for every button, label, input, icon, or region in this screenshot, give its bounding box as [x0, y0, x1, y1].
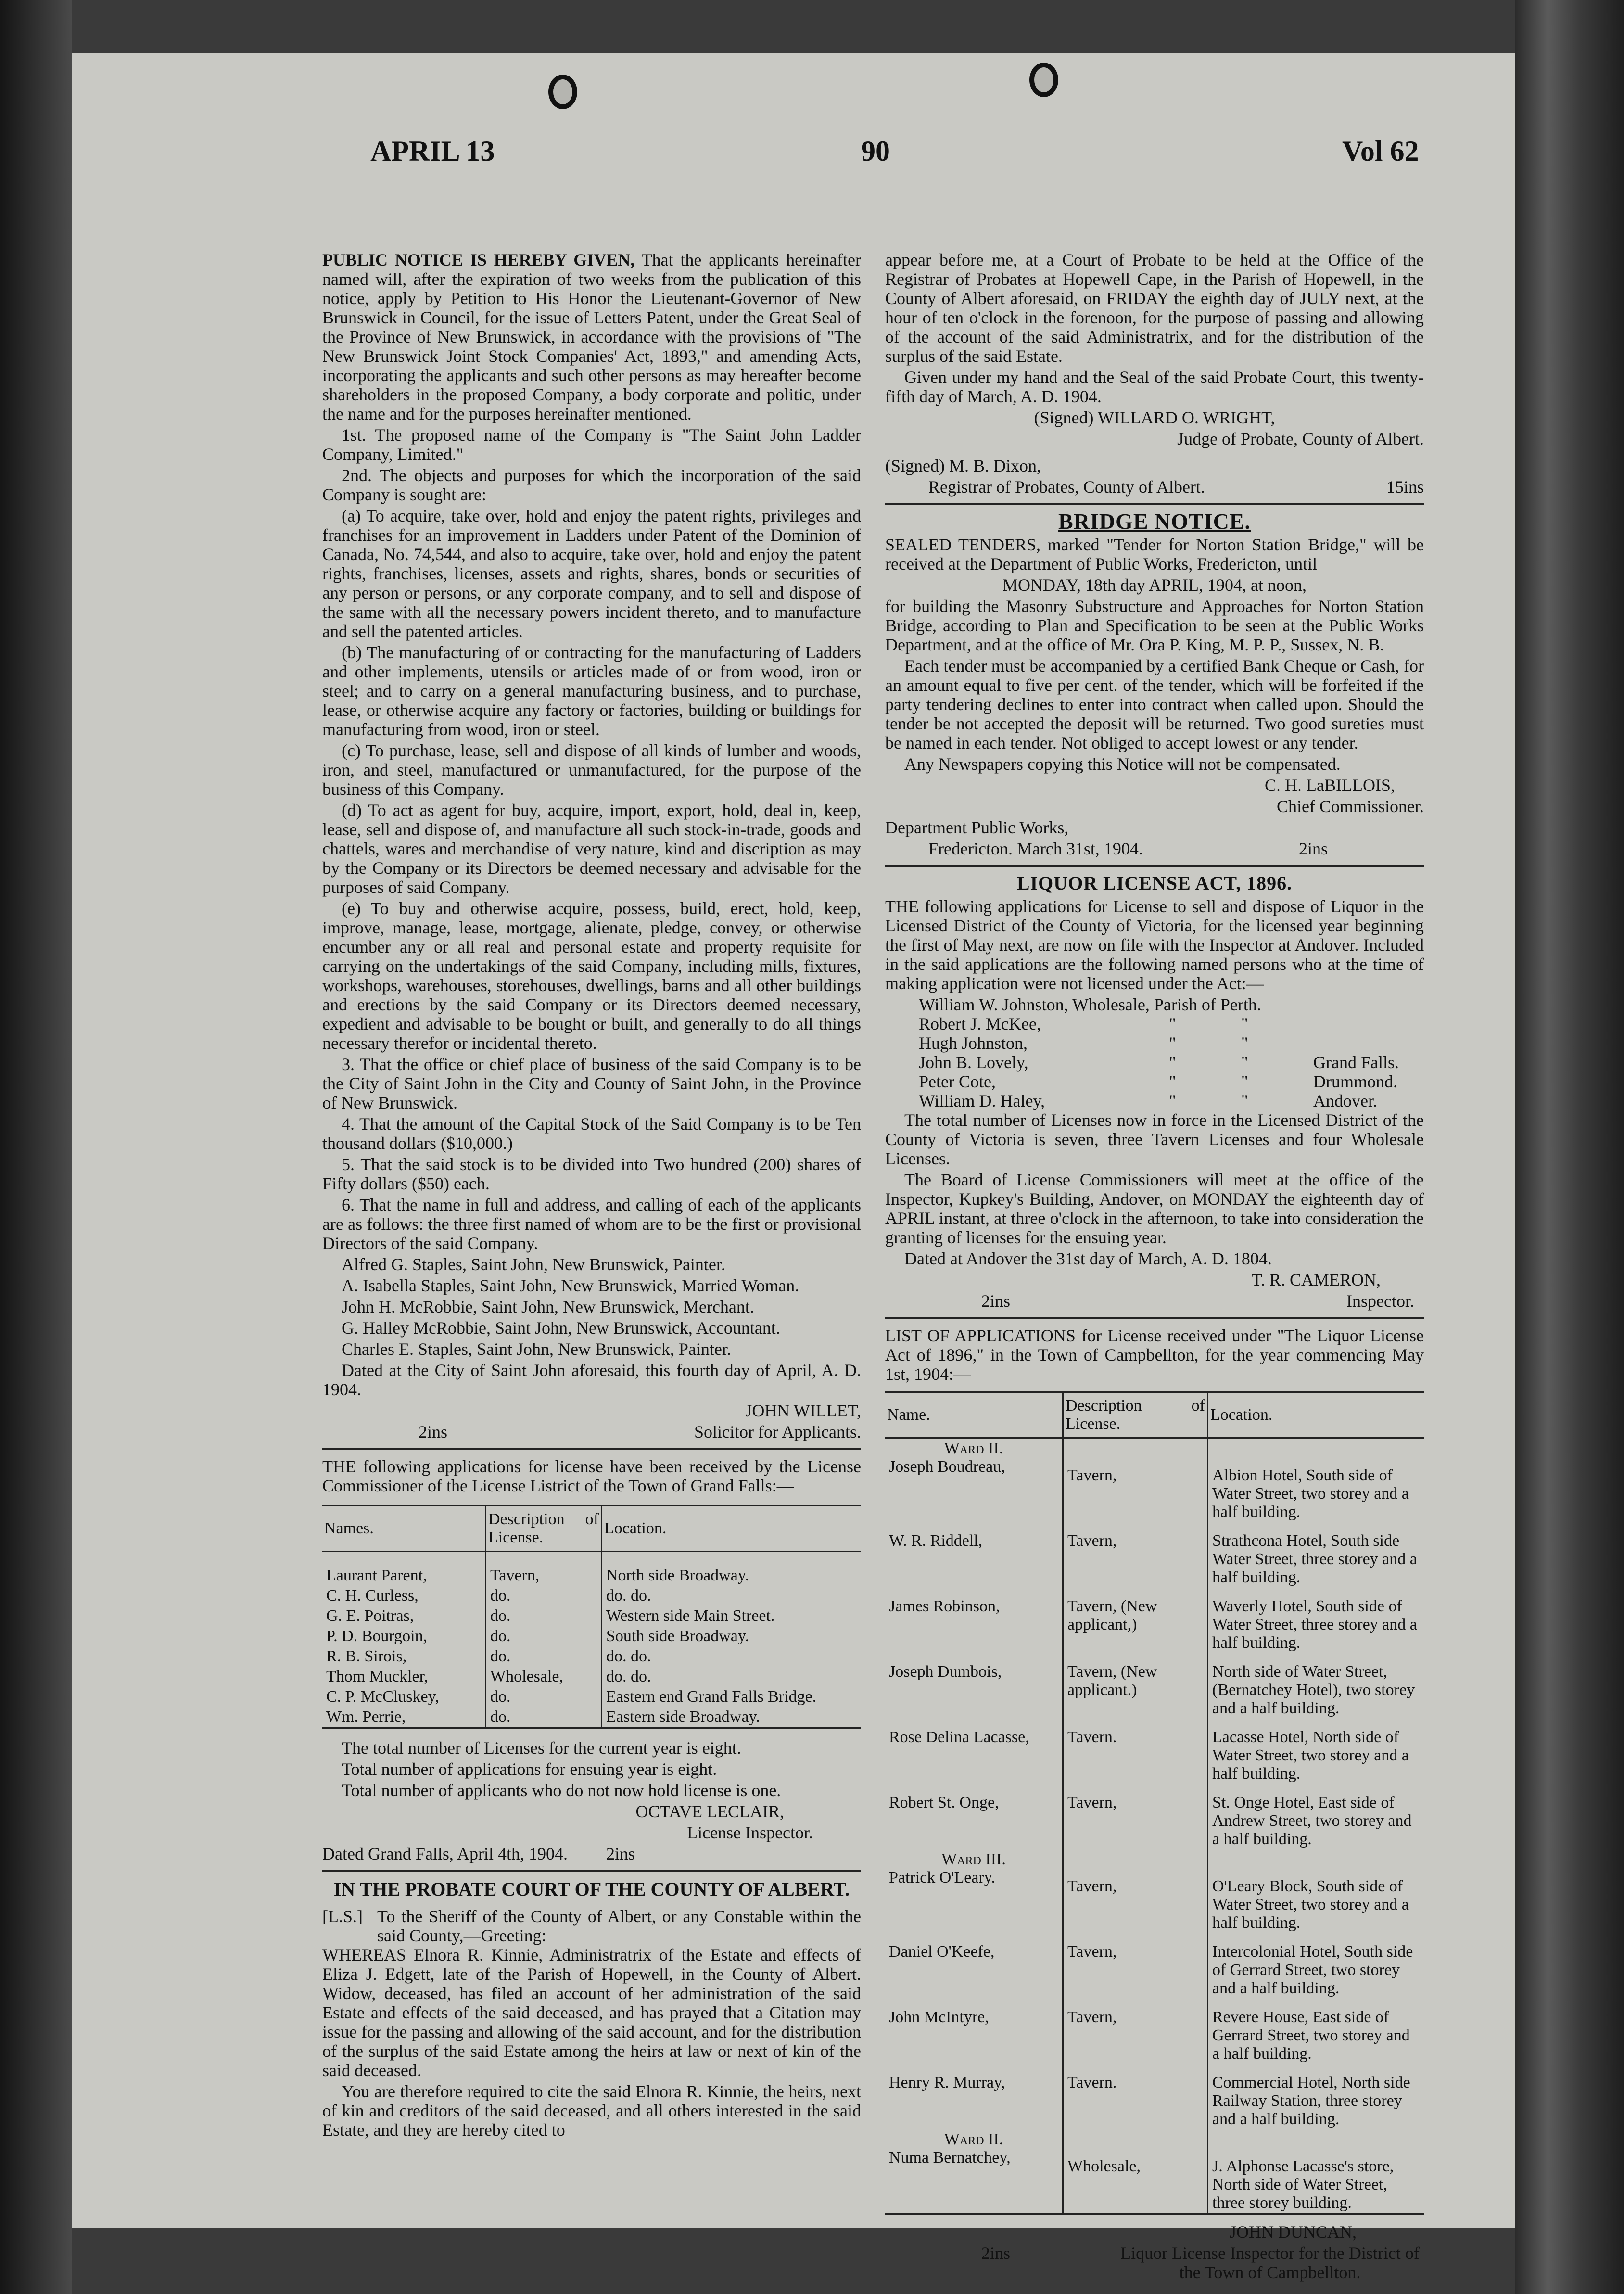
- applicant-name: Patrick O'Leary.: [889, 1869, 996, 1886]
- table-row: [885, 1719, 1424, 1784]
- table-row: [885, 2129, 1424, 2214]
- table-row: Thom Muckler, Wholesale, do. do.: [322, 1667, 861, 1687]
- applicant: G. Halley McRobbie, Saint John, New Brunswick, Accountant.: [342, 1318, 780, 1338]
- license-location: North side of Water Street, (Bernatchey Hotel), two storey and a half building.: [1208, 1653, 1424, 1719]
- grandfalls-dated-line: [322, 1844, 861, 1863]
- insertions-note: 2ins: [981, 2243, 1011, 2263]
- col-header: Name.: [885, 1392, 1063, 1438]
- probate-given: Given under my hand and the Seal of the said Probate Court, this twenty-fifth day of March, A. D. 1904.: [885, 368, 1424, 406]
- table-row: [885, 1588, 1424, 1653]
- insertions-note: 2ins: [419, 1422, 448, 1441]
- book-spine: [1515, 0, 1624, 2294]
- table-row: C. H. Curless, do. do. do.: [322, 1586, 861, 1606]
- list-item: William W. Johnston, Wholesale, Parish of Perth.: [919, 995, 1261, 1014]
- company-name-clause: 1st. The proposed name of the Company is "The Saint John Ladder Company, Limited.": [322, 425, 861, 464]
- applicant-name: Henry R. Murray,: [889, 2074, 1005, 2091]
- liquor-p3: The Board of License Commissioners will meet at the office of the Inspector, Kupkey's Building, Andover, on MONDAY the eighteenth day of APRIL instant, at three o'clock in the afternoon, to take into consideration the granting of licenses for the ensuing year.: [885, 1170, 1424, 1247]
- license-description: Tavern.: [1063, 1719, 1208, 1784]
- company-dated: Dated at the City of Saint John aforesaid, this fourth day of April, A. D. 1904.: [322, 1361, 861, 1399]
- ward-label: Ward II.: [944, 2130, 1003, 2148]
- license-location: J. Alphonse Lacasse's store, North side of Water Street, three storey building.: [1208, 2129, 1424, 2214]
- probate-required: You are therefore required to cite the said Elnora R. Kinnie, the heirs, next of kin and creditors of the said deceased, and all others interested in the said Estate, and they are hereby cited to: [322, 2082, 861, 2140]
- grandfalls-signer: OCTAVE LECLAIR,: [635, 1802, 784, 1821]
- liquor-p2: The total number of Licenses now in force in the Licensed District of the County of Victoria is seven, three Tavern Licenses and four Wholesale Licenses.: [885, 1110, 1424, 1168]
- campbellton-intro: LIST OF APPLICATIONS for License received under "The Liquor License Act of 1896," in the Town of Campbellton, for the year commencing May 1st, 1904:—: [885, 1326, 1424, 1384]
- capital-clause: 4. That the amount of the Capital Stock of the Said Company is to be Ten thousand dollars ($10,000.): [322, 1114, 861, 1153]
- divider: [322, 1448, 861, 1450]
- insertions-note: 15ins: [1386, 477, 1424, 497]
- table-row: G. E. Poitras, do. Western side Main Street.: [322, 1606, 861, 1626]
- col-header: Location.: [602, 1506, 862, 1552]
- bridge-notice-title: BRIDGE NOTICE.: [1058, 509, 1251, 534]
- registrar-line: [885, 477, 1424, 497]
- office-clause: 3. That the office or chief place of business of the said Company is to be the City of Saint John in the City and County of Saint John, in the Province of New Brunswick.: [322, 1055, 861, 1112]
- applicant-name: John McIntyre,: [889, 2008, 989, 2026]
- applicant-name: Joseph Boudreau,: [889, 1458, 1005, 1476]
- license-location: Intercolonial Hotel, South side of Gerrard Street, two storey and a half building.: [1208, 1933, 1424, 1999]
- applicant-name: Joseph Dumbois,: [889, 1663, 1002, 1681]
- probate-to: To the Sheriff of the County of Albert, or any Constable within the said County,—Greeting:: [377, 1907, 861, 1945]
- license-description: Tavern.: [1063, 2064, 1208, 2129]
- grandfalls-signer-title: License Inspector.: [687, 1823, 813, 1842]
- grandfalls-dated: Dated Grand Falls, April 4th, 1904.: [322, 1844, 568, 1863]
- seal-mark: [L.S.]: [322, 1907, 363, 1926]
- license-description: Tavern,: [1063, 1999, 1208, 2064]
- book-left-edge: [0, 0, 72, 2294]
- license-description: Tavern,: [1063, 1522, 1208, 1588]
- col-header: Description of License.: [1063, 1392, 1208, 1438]
- probate-title: IN THE PROBATE COURT OF THE COUNTY OF ALBERT.: [333, 1878, 850, 1900]
- liquor-signer: T. R. CAMERON,: [1251, 1270, 1381, 1289]
- object-b: (b) The manufacturing of or contracting for the manufacturing of Ladders and other implements, utensils or articles made of or from wood, iron or steel; and to carry on a general manufacturing business, and to purchase, lease, or otherwise acquire any factory or factories, building or buildings for manufacturing from wood, iron or steel.: [322, 643, 861, 739]
- list-item: Hugh Johnston,: [919, 1033, 1028, 1053]
- list-item: William D. Haley,: [919, 1091, 1045, 1110]
- campbellton-signer-line: [885, 2243, 1424, 2282]
- license-description: Tavern,: [1063, 1784, 1208, 1849]
- license-location: Waverly Hotel, South side of Water Street, three storey and a half building.: [1208, 1588, 1424, 1653]
- left-column: [322, 250, 861, 2141]
- object-d: (d) To act as agent for buy, acquire, import, export, hold, deal in, keep, lease, sell and dispose of, and manufacture all such stock-in-trade, goods and chattels, wares and merchandise of very nature, kind and discription as may by the Company or its Directors be deemed necessary and advisable for the purposes of said Company.: [322, 801, 861, 897]
- applicant-name: Rose Delina Lacasse,: [889, 1728, 1029, 1746]
- table-row: [885, 1438, 1424, 1523]
- table-row: [885, 1849, 1424, 1933]
- col-header: Names.: [322, 1506, 486, 1552]
- license-location: Strathcona Hotel, South side Water Street, three storey and a half building.: [1208, 1522, 1424, 1588]
- bridge-p2: for building the Masonry Substructure and Approaches for Norton Station Bridge, according to Plan and Specification to be seen at the Public Works Department, and at the office of Mr. Ora P. King, M. P. P., Sussex, N. B.: [885, 597, 1424, 654]
- bridge-date: MONDAY, 18th day APRIL, 1904, at noon,: [1002, 575, 1307, 595]
- bridge-place: Fredericton. March 31st, 1904.: [928, 839, 1143, 858]
- probate-address: [322, 1907, 861, 1945]
- object-e: (e) To buy and otherwise acquire, possess, build, erect, hold, keep, improve, manage, lease, mortgage, alienate, pledge, convey, or otherwise encumber any or all real and personal estate and property requisite for carrying on the undertakings of the said Company, including mills, fixtures, workshops, warehouses, storehouses, dwellings, barns and all other buildings and erections by the said Company or its Directors deemed necessary, expedient and advisable to be bought or built, and generally to do all things necessary therefor or incidental thereto.: [322, 899, 861, 1053]
- page-date: APRIL 13: [370, 135, 495, 167]
- divider: [885, 865, 1424, 867]
- license-location: St. Onge Hotel, East side of Andrew Street, two storey and a half building.: [1208, 1784, 1424, 1849]
- table-row: Laurant Parent, Tavern, North side Broadway.: [322, 1552, 861, 1586]
- ward-label: Ward II.: [944, 1440, 1003, 1457]
- col-header: Description of License.: [486, 1506, 602, 1552]
- registrar-title: Registrar of Probates, County of Albert.: [928, 477, 1205, 497]
- license-description: Tavern, (New applicant.): [1063, 1653, 1208, 1719]
- table-row: [885, 1999, 1424, 2064]
- registrar-signature: (Signed) M. B. Dixon,: [885, 456, 1041, 475]
- applicant-name: Daniel O'Keefe,: [889, 1943, 995, 1961]
- bridge-dept: Department Public Works,: [885, 818, 1069, 837]
- company-objects-clause: 2nd. The objects and purposes for which the incorporation of the said Company is sought are:: [322, 466, 861, 504]
- company-signer-title: Solicitor for Applicants.: [694, 1422, 861, 1441]
- probate-whereas: WHEREAS Elnora R. Kinnie, Administratrix of the Estate and effects of Eliza J. Edgett, late of the Parish of Hopewell, in the County of Albert. Widow, deceased, has filed an account of her administration of the said Estate and effects of the said deceased, and has prayed that a Citation may issue for the passing and allowing of the said account, and for the distribution of the surplus of the said Estate among the heirs at law or next of kin of the said deceased.: [322, 1945, 861, 2080]
- applicant-name: James Robinson,: [889, 1597, 1000, 1615]
- insertions-note: 2ins: [606, 1844, 635, 1863]
- table-row: R. B. Sirois, do. do. do.: [322, 1646, 861, 1667]
- liquor-p1: THE following applications for License to sell and dispose of Liquor in the Licensed District of the County of Victoria, for the licensed year beginning the first of May next, are now on file with the Inspector at Andover. Included in the said applications are the following named persons who at the time of making application were not licensed under the Act:—: [885, 897, 1424, 993]
- judge-signature: (Signed) WILLARD O. WRIGHT,: [1034, 408, 1275, 427]
- bridge-p1: SEALED TENDERS, marked "Tender for Norton Station Bridge," will be received at the Department of Public Works, Fredericton, until: [885, 535, 1424, 574]
- bridge-p4: Any Newspapers copying this Notice will not be compensated.: [904, 754, 1341, 774]
- judge-title: Judge of Probate, County of Albert.: [1177, 429, 1424, 448]
- license-location: Commercial Hotel, North side Railway Station, three storey and a half building.: [1208, 2064, 1424, 2129]
- table-row: [885, 1522, 1424, 1588]
- license-location: Albion Hotel, South side of Water Street, two storey and a half building.: [1208, 1438, 1424, 1523]
- liquor-dated: Dated at Andover the 31st day of March, A. D. 1804.: [904, 1249, 1272, 1268]
- liquor-act-title: LIQUOR LICENSE ACT, 1896.: [1016, 872, 1293, 894]
- probate-continued: appear before me, at a Court of Probate to be held at the Office of the Registrar of Probates at Hopewell Cape, in the Parish of Hopewell, in the County of Albert aforesaid, on FRIDAY the eighth day of JULY next, at the hour of ten o'clock in the forenoon, for the purpose of passing and allowing of the account of the said Administratrix, and for the distribution of the surplus of the said Estate.: [885, 250, 1424, 366]
- company-signer-line: [322, 1422, 861, 1441]
- bridge-signer-title: Chief Commissioner.: [1277, 797, 1424, 816]
- campbellton-signer: JOHN DUNCAN,: [1229, 2222, 1357, 2242]
- bridge-p3: Each tender must be accompanied by a certified Bank Cheque or Cash, for an amount equal to five per cent. of the tender, which will be forfeited if the party tendering declines to enter into contract when called upon. Should the tender be not accepted the deposit will be returned. Two good sureties must be named in each tender. Not obliged to accept lowest or any tender.: [885, 656, 1424, 752]
- object-a: (a) To acquire, take over, hold and enjoy the patent rights, privileges and franchises for an improvement in Ladders under Patent of the Dominion of Canada, No. 74,544, and also to acquire, take over, hold and enjoy the patent rights, franchises, licenses, assets and rights, shares, bonds or securities of any person or persons, or any corporate company, and to sell and dispose of the same with all the necessary powers incident thereto, and to manufacture and sell the patented articles.: [322, 506, 861, 641]
- list-item: Robert J. McKee,: [919, 1014, 1041, 1033]
- list-item: Peter Cote,: [919, 1072, 996, 1091]
- table-row: [885, 1933, 1424, 1999]
- right-column: [885, 250, 1424, 2282]
- applicant: John H. McRobbie, Saint John, New Brunswick, Merchant.: [342, 1297, 754, 1316]
- bridge-signer: C. H. LaBILLOIS,: [1265, 776, 1395, 795]
- company-signer: JOHN WILLET,: [745, 1401, 861, 1420]
- liquor-signer-line: [885, 1291, 1424, 1311]
- campbellton-table: [885, 1391, 1424, 2215]
- ward-label: Ward III.: [941, 1850, 1006, 1868]
- company-notice-intro: PUBLIC NOTICE IS HEREBY GIVEN, That the applicants hereinafter named will, after the expiration of two weeks from the publication of this notice, apply by Petition to His Honor the Lieutenant-Governor of New Brunswick in Council, for the issue of Letters Patent, under the Great Seal of the Province of New Brunswick, in accordance with the provisions of "The New Brunswick Joint Stock Companies' Act, 1893," and amending Acts, incorporating the applicants and such other persons as may hereafter become shareholders in the proposed Company, a body corporate and politic, under the name and for the purposes hereinafter mentioned.: [322, 250, 861, 423]
- insertions-note: 2ins: [981, 1291, 1011, 1311]
- applicant: A. Isabella Staples, Saint John, New Brunswick, Married Woman.: [342, 1276, 799, 1295]
- page-number: 90: [861, 135, 890, 167]
- applicant: Charles E. Staples, Saint John, New Brunswick, Painter.: [342, 1339, 731, 1359]
- license-description: Tavern,: [1063, 1438, 1208, 1523]
- binding-hole-right: [1029, 63, 1058, 97]
- table-row: [885, 1784, 1424, 1849]
- volume-label: Vol 62: [1342, 135, 1419, 167]
- applicant-name: Numa Bernatchey,: [889, 2149, 1011, 2167]
- grandfalls-table: [322, 1505, 861, 1729]
- gazette-page: [72, 53, 1515, 2282]
- col-header: Location.: [1208, 1392, 1424, 1438]
- applicant: Alfred G. Staples, Saint John, New Brunswick, Painter.: [342, 1255, 725, 1274]
- license-location: Revere House, East side of Gerrard Street, two storey and a half building.: [1208, 1999, 1424, 2064]
- grandfalls-total: The total number of Licenses for the current year is eight.: [342, 1738, 741, 1758]
- grandfalls-total: Total number of applicants who do not now hold license is one.: [342, 1781, 781, 1800]
- license-description: Tavern,: [1063, 1933, 1208, 1999]
- license-location: Lacasse Hotel, North side of Water Street, two storey and a half building.: [1208, 1719, 1424, 1784]
- list-item: John B. Lovely,: [919, 1053, 1028, 1072]
- insertions-note: 2ins: [1298, 839, 1328, 858]
- divider: [885, 503, 1424, 505]
- campbellton-signer-title: Liquor License Inspector for the District of the Town of Campbellton.: [1120, 2243, 1420, 2282]
- grandfalls-intro: THE following applications for license have been received by the License Commissioner of the License Listrict of the Town of Grand Falls:—: [322, 1457, 861, 1495]
- license-description: Tavern,: [1063, 1849, 1208, 1933]
- liquor-signer-title: Inspector.: [1346, 1291, 1414, 1311]
- liquor-applicant-list: William W. Johnston, Wholesale, Parish of Perth. Robert J. McKee, " " Hugh Johnston, " " John B. Lovely, " " Grand Falls. Peter Cote, " " Drummond. William D. Haley, " " Andover.: [885, 995, 1424, 1110]
- applicant-name: Robert St. Onge,: [889, 1794, 999, 1811]
- table-row: [885, 1653, 1424, 1719]
- table-row: Wm. Perrie, do. Eastern side Broadway.: [322, 1707, 861, 1728]
- applicant-name: W. R. Riddell,: [889, 1532, 983, 1550]
- bridge-place-line: [885, 839, 1424, 858]
- license-location: O'Leary Block, South side of Water Street, two storey and a half building.: [1208, 1849, 1424, 1933]
- divider: [322, 1870, 861, 1872]
- license-description: Tavern, (New applicant,): [1063, 1588, 1208, 1653]
- binding-hole-left: [548, 75, 577, 109]
- divider: [885, 1317, 1424, 1319]
- grandfalls-total: Total number of applications for ensuing year is eight.: [342, 1759, 717, 1779]
- shares-clause: 5. That the said stock is to be divided into Two hundred (200) shares of Fifty dollars ($50) each.: [322, 1155, 861, 1193]
- table-row: [885, 2064, 1424, 2129]
- table-row: P. D. Bourgoin, do. South side Broadway.: [322, 1626, 861, 1646]
- table-row: C. P. McCluskey, do. Eastern end Grand Falls Bridge.: [322, 1687, 861, 1707]
- license-description: Wholesale,: [1063, 2129, 1208, 2214]
- applicants-clause: 6. That the name in full and address, and calling of each of the applicants are as follows: the three first named of whom are to be the first or provisional Directors of the said Company.: [322, 1195, 861, 1253]
- object-c: (c) To purchase, lease, sell and dispose of all kinds of lumber and woods, iron, and steel, manufactured or unmanufactured, for the purpose of the business of this Company.: [322, 741, 861, 799]
